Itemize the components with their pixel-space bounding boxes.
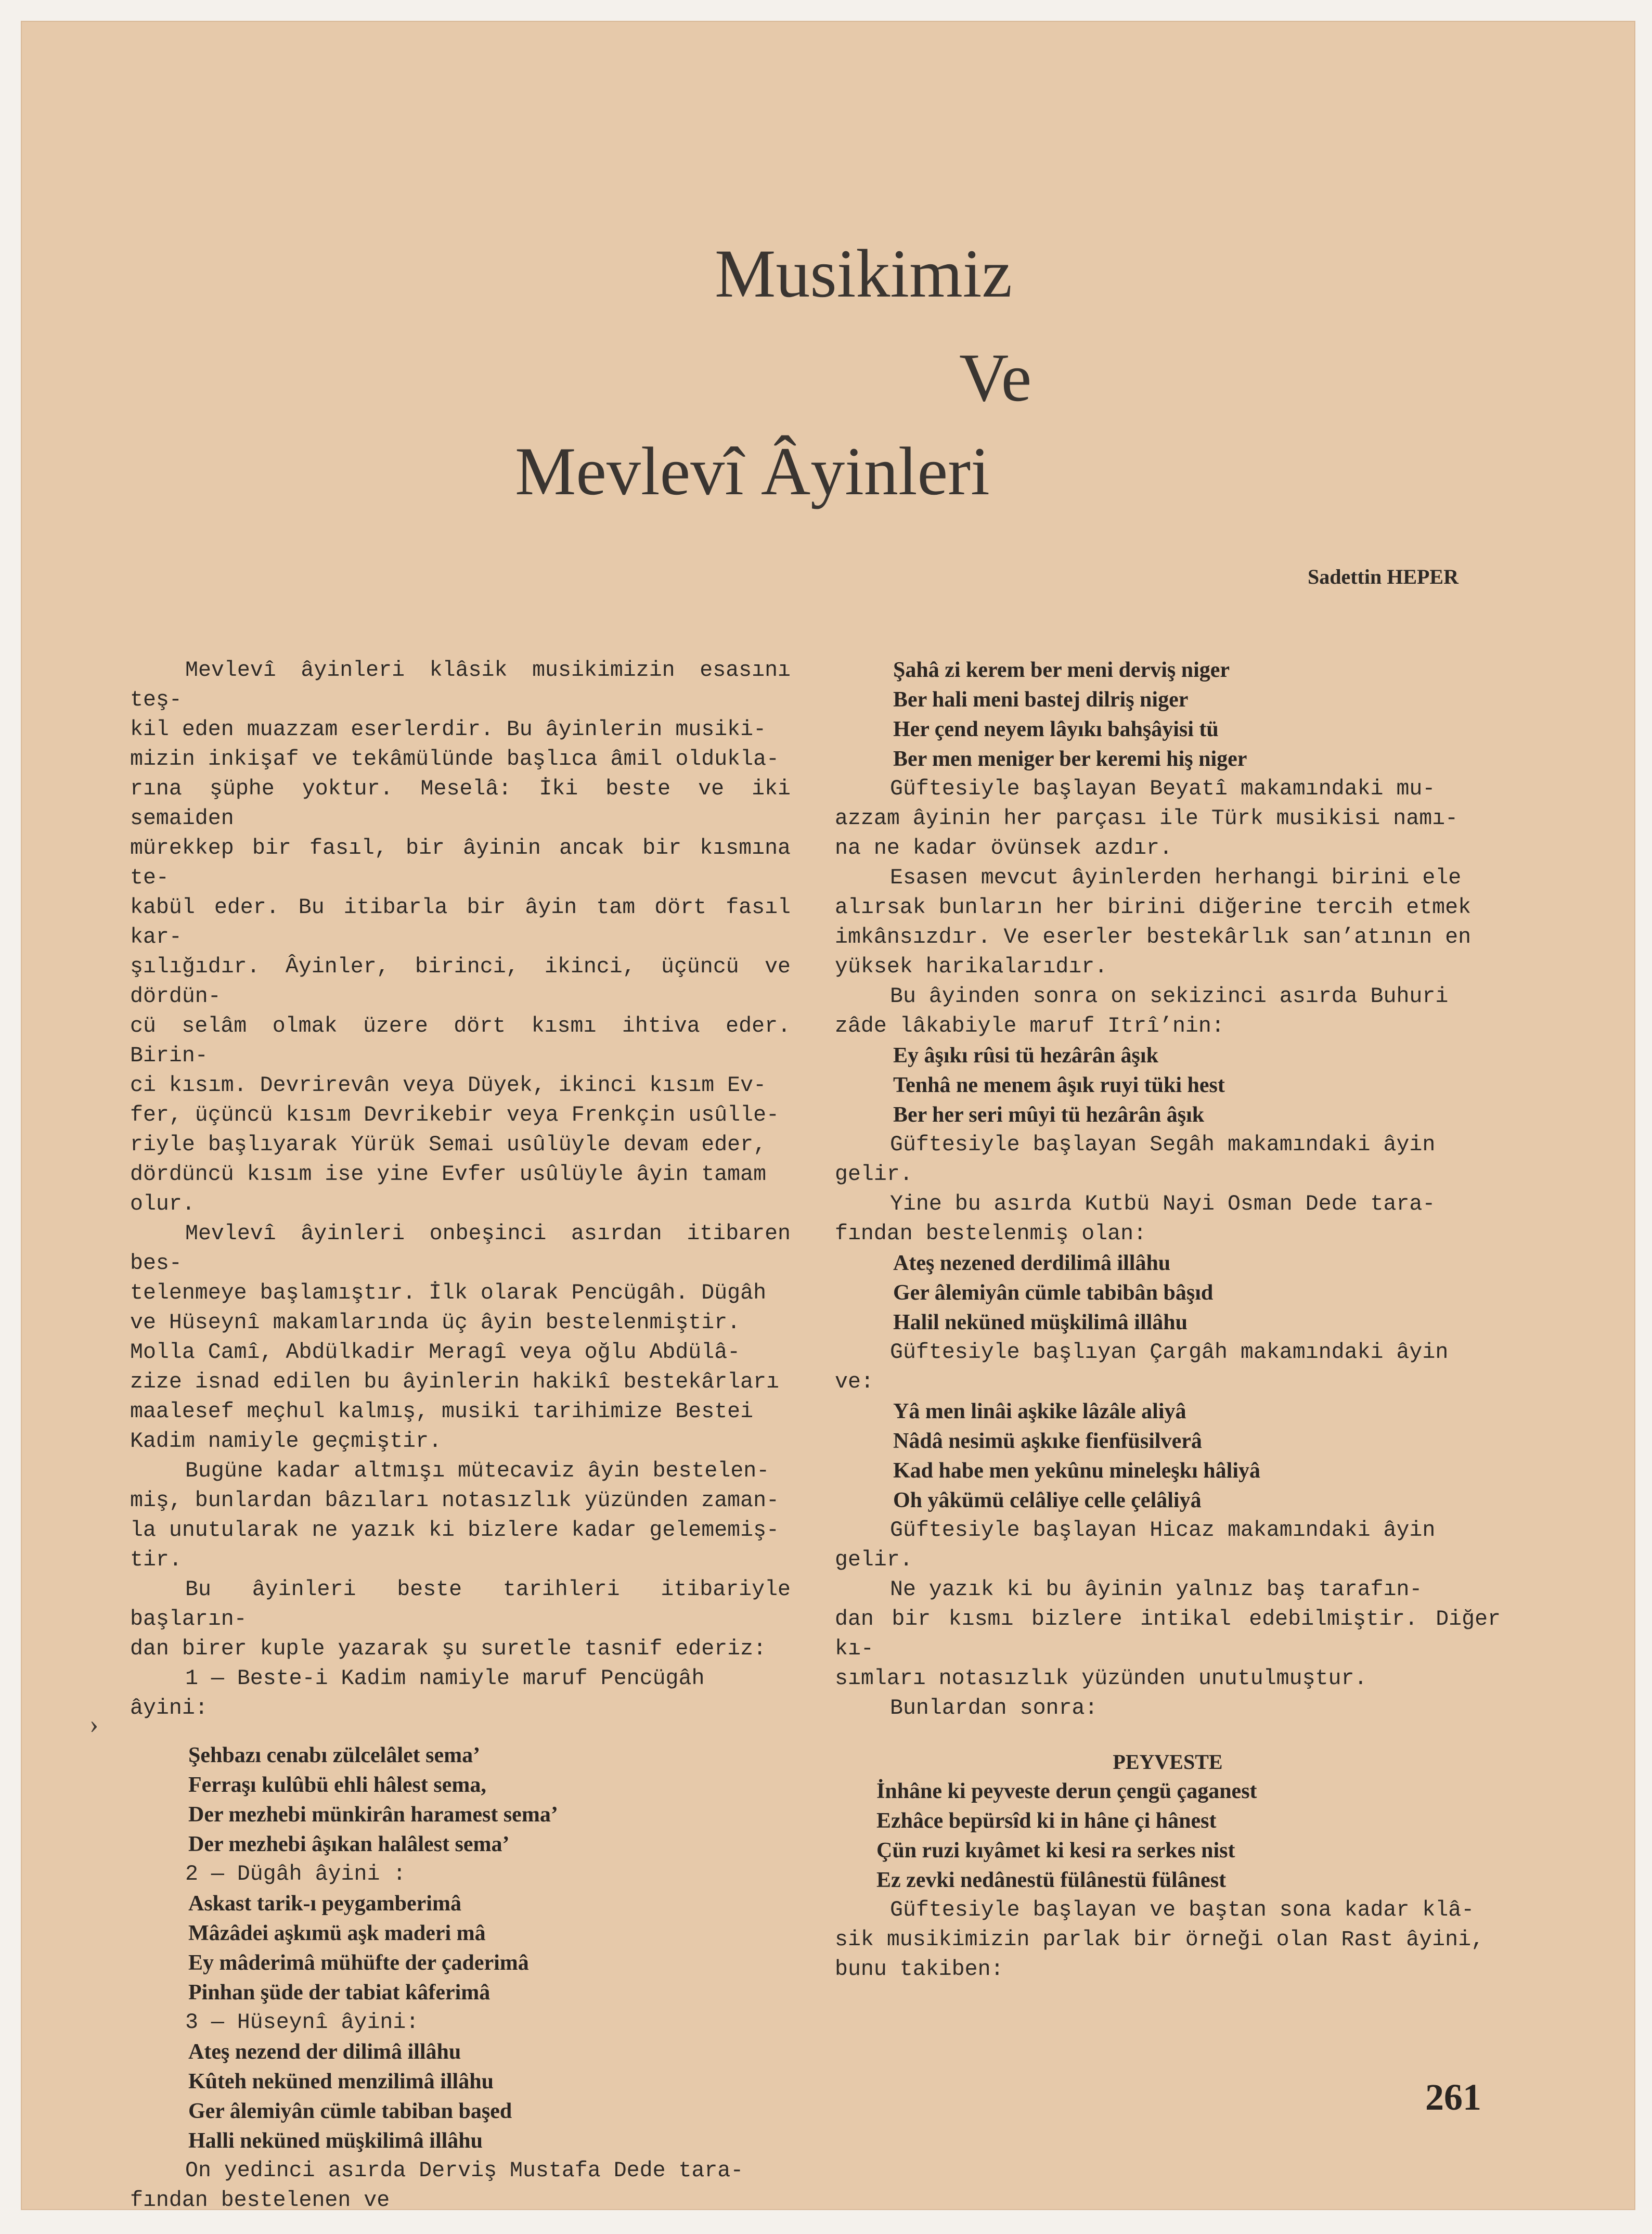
paragraph: Mevlevî âyinleri klâsik musikimizin esasını teş- kil eden muazzam eserlerdir. Bu âyinlerin musiki- mizin inkişaf ve tekâmülünde başlıca âmil oldukla- rına şüphe yoktur. Meselâ: İki beste ve iki semaiden mürekkep bir fasıl, bir âyinin ancak bir kısmına te- kabül eder. Bu itibarla bir âyin tam dört fasıl kar- şılığıdır. Âyinler, birinci, ikinci, üçüncü ve dördün- cü selâm olmak üzere dört kısmı ihtiva eder. Birin- ci kısım. Devrirevân veya Düyek, ikinci kısım Ev- fer, üçüncü kısım Devrikebir veya Frenkçin usûlle- riyle başlıyarak Yürük Semai usûlüyle devam eder, dördüncü kısım ise yine Evfer usûlüyle âyin tamam olur. [130, 658, 791, 1216]
title-line-3: Mevlevî Âyinleri [515, 433, 990, 509]
paragraph: Bu âyinden sonra on sekizinci asırda Buhuri zâde lâkabiyle maruf Itrî’nin: [835, 984, 1449, 1038]
paragraph: Bugüne kadar altmışı mütecaviz âyin bestelen- miş, bunlardan bâzıları notasızlık yüzünden zaman- la unutularak ne yazık ki bizlere kadar gelememiş- tir. [130, 1459, 780, 1572]
section-heading: PEYVESTE [1113, 1750, 1223, 1774]
verse-stanza: Şahâ zi kerem ber meni derviş niger Ber hali meni bastej dilriş niger Her çend neyem lâyıkı bahşâyisi tü Ber men meniger ber keremi hiş niger [893, 658, 1247, 771]
page-number: 261 [1425, 2076, 1481, 2118]
paragraph: Bunlardan sonra: [890, 1696, 1098, 1721]
paragraph: Ne yazık ki bu âyinin yalnız baş tarafın- dan bir kısmı bizlere intikal edebilmiştir. Diğer kı- sımları notasızlık yüzünden unutulmuştur. [835, 1577, 1501, 1691]
verse-stanza: Yâ men linâi aşkike lâzâle aliyâ Nâdâ nesimü aşkıke fienfüsilverâ Kad habe men yekûnu mineleşkı hâliyâ Oh yâkümü celâliye celle çelâliyâ [893, 1400, 1260, 1512]
spacer [130, 1723, 791, 1741]
paragraph: Yine bu asırda Kutbü Nayi Osman Dede tara- fından bestelenmiş olan: [835, 1192, 1436, 1246]
title-line-1: Musikimiz [715, 235, 1013, 312]
verse-stanza: Askast tarik-ı peygamberimâ Mâzâdei aşkımü aşk maderi mâ Ey mâderimâ mühüfte der çaderimâ Pinhan şüde der tabiat kâferimâ [188, 1892, 529, 2005]
margin-mark-icon: › [89, 1710, 99, 1739]
paragraph: Güftesiyle başlayan ve baştan sona kadar klâ- sik musikimizin parlak bir örneği olan Rast âyini, bunu takiben: [835, 1898, 1485, 1982]
magazine-page [21, 21, 1635, 2213]
paragraph: Güftesiyle başlayan Segâh makamındaki âyin gelir. [835, 1133, 1436, 1187]
verse-stanza: Şehbazı cenabı zülcelâlet sema’ Ferraşı kulûbü ehli hâlest sema, Der mezhebi münkirân haramest sema’ Der mezhebi âşıkan halâlest sema’ [188, 1743, 558, 1856]
verse-stanza: Ateş nezened derdilimâ illâhu Ger âlemiyân cümle tabibân bâşıd Halil neküned müşkilimâ illâhu [893, 1251, 1214, 1334]
paragraph: Güftesiyle başlayan Hicaz makamındaki âyin gelir. [835, 1518, 1436, 1572]
paragraph: Bu âyinleri beste tarihleri itibariyle başların- dan birer kuple yazarak şu suretle tasnif ederiz: [130, 1577, 791, 1661]
right-column [835, 656, 1501, 1984]
paragraph: Esasen mevcut âyinlerden herhangi birini ele alırsak bunların her birini diğerine tercih etmek imkânsızdır. Ve eserler bestekârlık san’atının en yüksek harikalarıdır. [835, 866, 1472, 979]
author-byline: Sadettin HEPER [1307, 565, 1459, 588]
paragraph: Güftesiyle başlayan Beyatî makamındaki mu- azzam âyinin her parçası ile Türk musikisi namı- na ne kadar övünsek azdır. [835, 777, 1459, 861]
list-heading: 3 — Hüseynî âyini: [185, 2010, 419, 2035]
paragraph: Mevlevî âyinleri onbeşinci asırdan itibaren bes- telenmeye başlamıştır. İlk olarak Pencügâh. Dügâh ve Hüseynî makamlarında üç âyin bestelenmiştir. Molla Camî, Abdülkadir Meragî veya oğlu Abdülâ- zize isnad edilen bu âyinlerin hakikî bestekârları maalesef meçhul kalmış, musiki tarihimize Bestei Kadim namiyle geçmiştir. [130, 1222, 791, 1454]
verse-stanza: Ey âşıkı rûsi tü hezârân âşık Tenhâ ne menem âşık ruyi tüki hest Ber her seri mûyi tü hezârân âşık [893, 1044, 1225, 1127]
left-column [130, 656, 791, 2215]
title-line-2: Ve [959, 339, 1032, 416]
list-heading: 2 — Dügâh âyini : [185, 1862, 406, 1886]
verse-stanza: İnhâne ki peyveste derun çengü çaganest Ezhâce bepürsîd ki in hâne çi hânest Çün ruzi kıyâmet ki kesi ra serkes nist Ez zevki nedânestü fülânestü fülânest [876, 1779, 1257, 1892]
verse-stanza: Ateş nezend der dilimâ illâhu Kûteh neküned menzilimâ illâhu Ger âlemiyân cümle tabiban başed Halli neküned müşkilimâ illâhu [188, 2040, 512, 2153]
list-heading: 1 — Beste-i Kadim namiyle maruf Pencügâh âyini: [130, 1666, 705, 1721]
paragraph: On yedinci asırda Derviş Mustafa Dede tara- fından bestelenen ve [130, 2159, 744, 2213]
paragraph: Güftesiyle başlıyan Çargâh makamındaki âyin ve: [835, 1340, 1449, 1394]
